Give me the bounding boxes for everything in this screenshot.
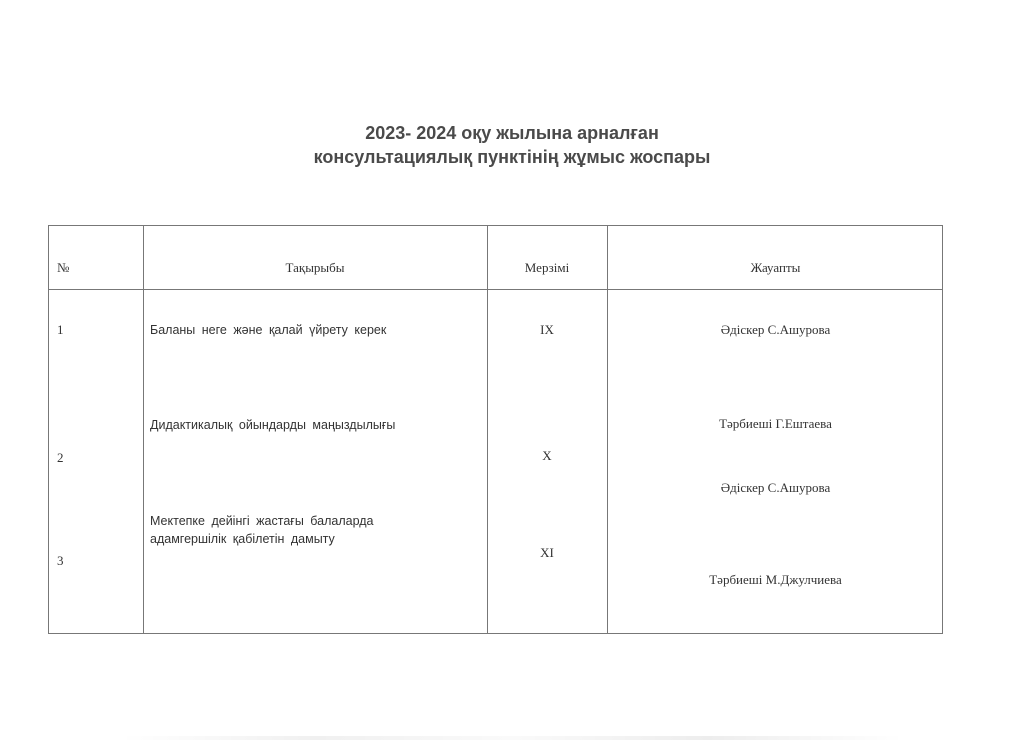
- row-2-responsible-2: Әдіскер С.Ашурова: [720, 480, 831, 495]
- header-responsible: Жауапты: [750, 260, 801, 275]
- row-3-topic-line-2: адамгершілік қабілетін дамыту: [150, 532, 335, 546]
- row-3-number: 3: [57, 553, 64, 568]
- row-3-term: XI: [540, 545, 554, 560]
- row-2-topic: Дидактикалық ойындарды маңыздылығы: [150, 418, 396, 432]
- title-line-1: 2023- 2024 оқу жылына арналған: [365, 123, 659, 143]
- row-3-responsible: Тәрбиеші М.Джулчиева: [709, 572, 842, 587]
- title-line-2: консультациялық пунктінің жұмыс жоспары: [313, 147, 711, 167]
- row-2-number: 2: [57, 450, 64, 465]
- row-1-responsible: Әдіскер С.Ашурова: [720, 322, 831, 337]
- header-term: Мерзімі: [524, 260, 570, 275]
- header-number: №: [57, 260, 70, 275]
- row-3-topic-line-1: Мектепке дейінгі жастағы балаларда: [150, 514, 374, 528]
- row-1-number: 1: [57, 322, 64, 337]
- column-divider: [143, 226, 144, 633]
- row-1-term: IX: [540, 322, 554, 337]
- header-divider: [49, 289, 942, 290]
- plan-table: [48, 225, 943, 634]
- row-2-term: X: [542, 448, 552, 463]
- row-2-responsible-1: Тәрбиеші Г.Ештаева: [719, 416, 832, 431]
- header-topic: Тақырыбы: [285, 260, 345, 275]
- scan-edge-shadow: [120, 736, 904, 740]
- row-1-topic: Баланы неге және қалай үйрету керек: [150, 323, 387, 337]
- column-divider: [487, 226, 488, 633]
- document-title: [0, 121, 1024, 169]
